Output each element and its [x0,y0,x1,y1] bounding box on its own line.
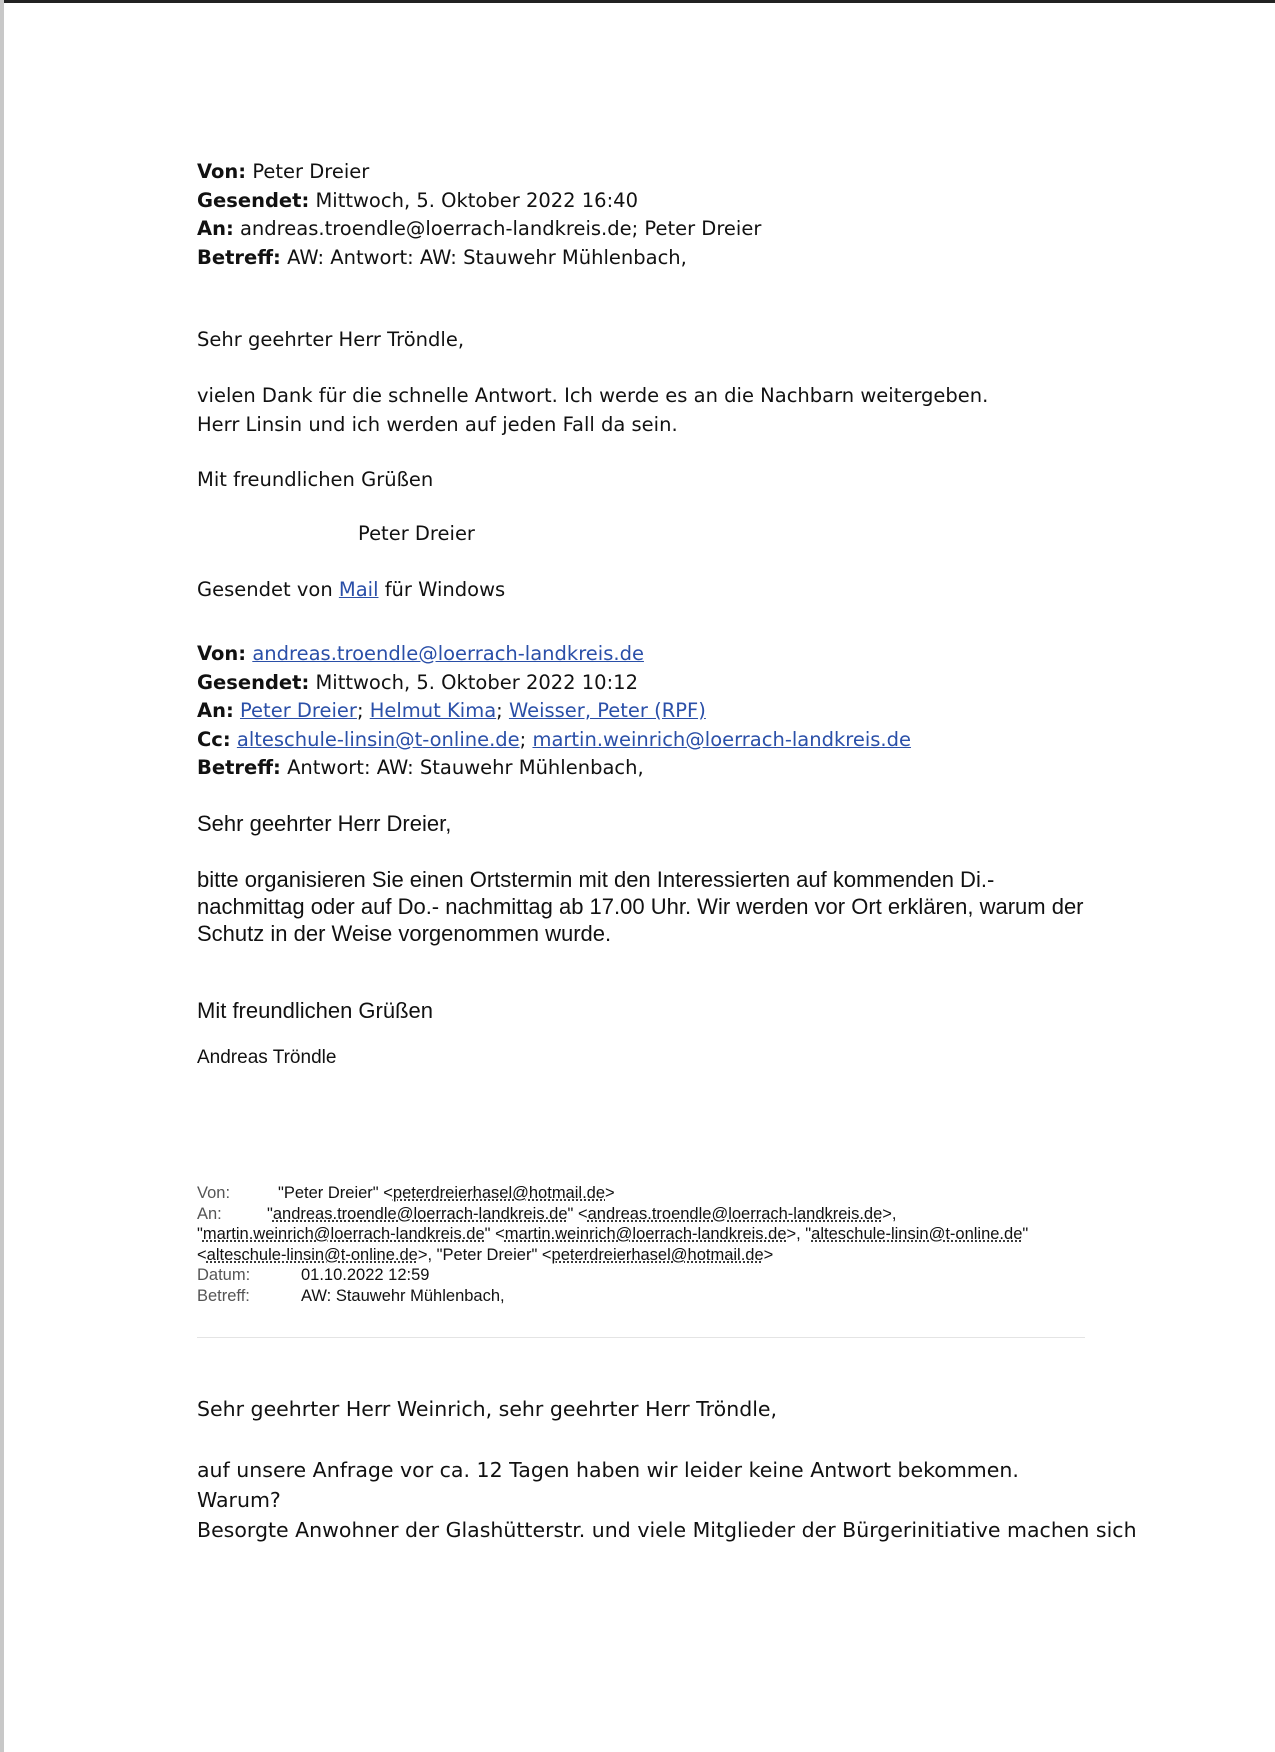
email2-to-link-3[interactable]: Weisser, Peter (RPF) [508,699,706,722]
email2-cc-link-1[interactable]: alteschule-linsin@t-online.de [236,727,520,751]
email2-header [197,640,911,783]
email1-from-row: Von: Peter Dreier [197,160,370,183]
email1-body: vielen Dank für die schnelle Antwort. Ich werde es an die Nachbarn weitergeben. Herr Linsin und ich werden auf jeden Fall da sein. [197,384,989,436]
email2-subject-row: Betreff: Antwort: AW: Stauwehr Mühlenbach, [197,756,644,779]
email2-cc-link-2[interactable]: martin.weinrich@loerrach-landkreis.de [532,727,912,751]
scan-top-edge [0,0,1275,3]
email2-sent-row: Gesendet: Mittwoch, 5. Oktober 2022 10:12 [197,670,638,694]
email2-signature: Andreas Tröndle [197,1047,337,1068]
email3-greeting: Sehr geehrter Herr Weinrich, sehr geehrter Herr Tröndle, [197,1397,778,1421]
email3-to-row-1: An: "andreas.troendle@loerrach-landkreis.de" <andreas.troendle@loerrach-landkreis.de>, [197,1204,897,1223]
email3-to-row-3: <alteschule-linsin@t-online.de>, "Peter Dreier" <peterdreierhasel@hotmail.de> [197,1245,774,1264]
email2-body: bitte organisieren Sie einen Ortstermin mit den Interessierten auf kommenden Di.- nachmittag oder auf Do.- nachmittag ab 17.00 Uhr. Wir werden vor Ort erklären, warum der Schutz in der Weise vorgenommen wurde. [197,867,1084,946]
email1-to-row: An: andreas.troendle@loerrach-landkreis.de; Peter Dreier [197,217,762,240]
email2-closing: Mit freundlichen Grüßen [197,998,433,1023]
email1-subject: AW: Antwort: AW: Stauwehr Mühlenbach, [287,245,687,269]
email2-greeting: Sehr geehrter Herr Dreier, [197,811,452,836]
email2-cc-row: Cc: alteschule-linsin@t-online.de; martin.weinrich@loerrach-landkreis.de [197,727,912,751]
email3-header [197,1183,1028,1306]
email2-from-row: Von: andreas.troendle@loerrach-landkreis.de [197,642,644,665]
email1-to: andreas.troendle@loerrach-landkreis.de; Peter Dreier [239,217,762,240]
email1-from: Peter Dreier [252,160,370,183]
email2-to-link-1[interactable]: Peter Dreier [239,699,357,722]
scan-left-edge [0,0,4,1752]
email3-subject-row: Betreff: AW: Stauwehr Mühlenbach, [197,1286,505,1305]
email3-body: auf unsere Anfrage vor ca. 12 Tagen haben wir leider keine Antwort bekommen. Warum? Besorgte Anwohner der Glashütterstr. und viele Mitglieder der Bürgerinitiative machen sich [197,1458,1137,1542]
email2-sent: Mittwoch, 5. Oktober 2022 10:12 [315,670,638,694]
email2-to-row: An: Peter Dreier; Helmut Kima; Weisser, Peter (RPF) [197,699,706,722]
email1-signature: Peter Dreier [358,522,475,545]
email1-header [197,158,761,272]
email3-from-addr[interactable]: peterdreierhasel@hotmail.de [392,1184,606,1202]
email3-separator [197,1337,1085,1338]
email1-sent-from: Gesendet von Mail für Windows [197,578,506,601]
email1-greeting: Sehr geehrter Herr Tröndle, [197,328,465,351]
email1-sent-row: Gesendet: Mittwoch, 5. Oktober 2022 16:40 [197,188,638,212]
email3-to-row-2: "martin.weinrich@loerrach-landkreis.de" <martin.weinrich@loerrach-landkreis.de>, "alteschule-linsin@t-online.de" [197,1225,1029,1243]
email1-closing: Mit freundlichen Grüßen [197,468,434,491]
email1-subject-row: Betreff: AW: Antwort: AW: Stauwehr Mühlenbach, [197,245,687,269]
email2-to-link-2[interactable]: Helmut Kima [369,699,497,722]
email2-from-link[interactable]: andreas.troendle@loerrach-landkreis.de [252,642,644,665]
email3-date-row: Datum: 01.10.2022 12:59 [197,1266,430,1284]
email1-sent: Mittwoch, 5. Oktober 2022 16:40 [315,188,638,212]
email2-subject: Antwort: AW: Stauwehr Mühlenbach, [287,756,644,779]
email3-from-row: Von: "Peter Dreier" <peterdreierhasel@hotmail.de> [197,1184,615,1202]
mail-app-link[interactable]: Mail [338,578,379,601]
